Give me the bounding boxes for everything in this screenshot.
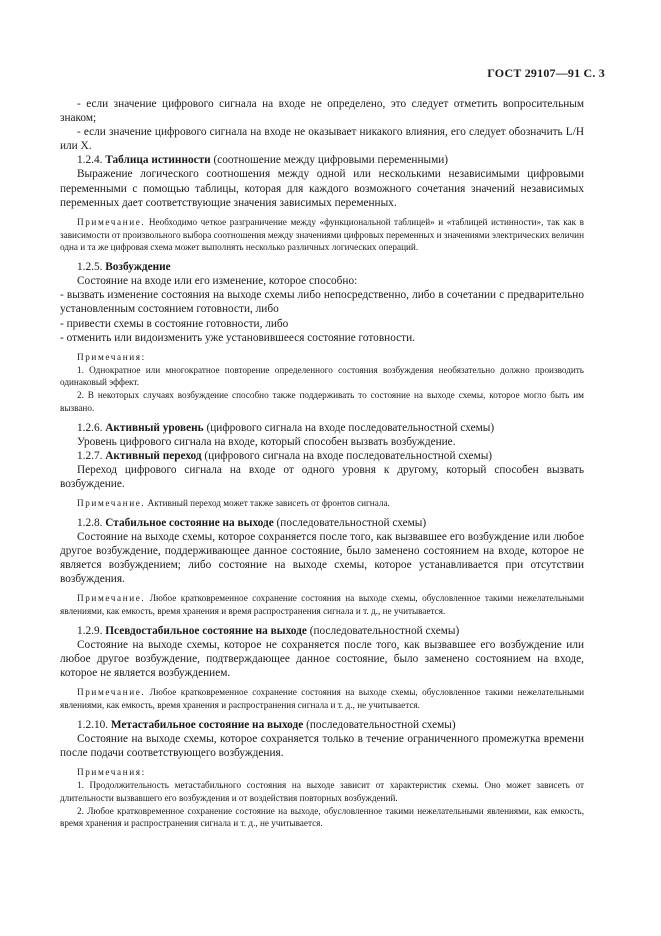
note-truth-table [60, 216, 584, 254]
section-term: Метастабильное состояние на выходе [110, 718, 304, 731]
section-term: Активный переход [105, 449, 202, 462]
section-number: 1.2.6. [77, 421, 103, 434]
section-1-2-6-text: Уровень цифрового сигнала на входе, который способен вызвать возбуждение. [77, 435, 456, 448]
section-1-2-6-heading [60, 421, 584, 435]
section-1-2-4-heading [60, 153, 584, 167]
section-1-2-9-heading [60, 624, 584, 638]
section-qualifier: (цифрового сигнала на входе последовательностной схемы) [204, 449, 493, 462]
section-term: Стабильное состояние на выходе [105, 516, 274, 529]
note-stable-state [60, 592, 584, 618]
section-number: 1.2.10. [77, 718, 109, 731]
note-label: Примечание. [77, 216, 146, 227]
note-label: Примечание. [77, 687, 146, 698]
note-text: Любое кратковременное сохранение состояния на выходе схемы, обусловленное такими нежелательными явлениями, как емкость, время хранения и время распространения сигнала и т. д., не учитывается. [60, 593, 585, 617]
note-item: 1. Продолжительность метастабильного состояния на выходе зависит от характеристик схемы. Оно может зависеть от длительности вызвавшего его возбуждения и от воздействия повторных возбуждений. [60, 780, 584, 803]
note-item: 2. Любое кратковременное сохранение состояние на выходе, обусловленное такими нежелательными явлениями, как емкость, время хранения и распространения сигнала и т. д., не учитывается. [60, 805, 584, 829]
section-qualifier: (цифрового сигнала на входе последовательностной схемы) [206, 421, 495, 434]
notes-label: Примечания: [77, 767, 146, 778]
section-1-2-10-text: Состояние на выходе схемы, которое сохраняется только в течение ограниченного промежутка времени после подачи соответствующего возбуждения. [60, 733, 584, 760]
section-1-2-9-text: Состояние на выходе схемы, которое не сохраняется после того, как вызвавшее его возбуждение или любое другое возбуждение, подтверждающее данное состояние, было заменено состоянием на входе, которое не является возбуждением. [60, 639, 584, 680]
section-term: Активный уровень [105, 421, 204, 434]
note-text: Необходимо четкое разграничение между «функциональной таблицей» и «таблицей истинности», так как в зависимости от произвольного выбора соотношения между значениями цифровых переменных и значениями электрических величин одна и та же цифровая схема может выполнять несколько различных логических операций. [60, 216, 584, 253]
note-active-transition [60, 497, 584, 510]
section-term: Псевдостабильное состояние на выходе [105, 625, 307, 638]
section-1-2-8-text: Состояние на выходе схемы, которое сохраняется после того, как вызвавшее его возбуждение или любое другое возбуждение, поддерживающее данное состояние, было заменено состоянием на входе, которое не является возбуждением; либо состояние на выходе схемы, которое устанавливается при отсутствии возбуждения. [60, 531, 584, 586]
section-number: 1.2.7. [77, 449, 103, 462]
section-1-2-8-heading [60, 516, 584, 530]
section-qualifier: (последовательностной схемы) [309, 625, 460, 638]
section-1-2-5-text: Состояние на входе или его изменение, которое способно: [77, 275, 358, 288]
section-number: 1.2.4. [77, 154, 103, 167]
section-qualifier: (соотношение между цифровыми переменными) [213, 154, 449, 167]
note-pseudostable-state [60, 686, 584, 712]
note-item: 1. Однократное или многократное повторение определенного состояния возбуждения необязательно должно производить одинаковый эффект. [60, 364, 584, 388]
section-1-2-5-heading [60, 260, 584, 274]
section-qualifier: (последовательностной схемы) [276, 516, 427, 529]
note-label: Примечание. [77, 593, 146, 604]
list-item: - вызвать изменение состояния на выходе схемы либо непосредственно, либо в сочетании с предварительно установленным состоянием готовности, либо [60, 289, 584, 316]
section-1-2-10-heading [60, 718, 584, 732]
list-item: - привести схемы в состояние готовности, либо [60, 317, 289, 330]
section-term: Возбуждение [105, 261, 171, 274]
section-number: 1.2.8. [77, 516, 103, 529]
note-item: 2. В некоторых случаях возбуждение способно также поддерживать то состояние на выходе схемы, которое могло быть им вызвано. [60, 390, 584, 413]
page-content [60, 97, 584, 830]
list-item: - отменить или видоизменить уже установившееся состояние готовности. [60, 331, 415, 344]
paragraph-undefined-value: - если значение цифрового сигнала на входе не определено, это следует отметить вопросительным знаком; [60, 98, 584, 125]
paragraph-no-influence: - если значение цифрового сигнала на входе не оказывает никакого влияния, его следует обозначить L/H или X. [60, 126, 584, 153]
section-1-2-7-text: Переход цифрового сигнала на входе от одного уровня к другому, который способен вызвать возбуждение. [60, 463, 584, 491]
notes-label: Примечания: [77, 351, 146, 362]
page-header: ГОСТ 29107—91 С. 3 [487, 66, 605, 80]
note-text: Активный переход может также зависеть от фронтов сигнала. [147, 498, 390, 509]
section-term: Таблица истинности [105, 154, 211, 167]
section-1-2-7-heading [60, 449, 584, 463]
section-1-2-4-text: Выражение логического соотношения между одной или несколькими независимыми цифровыми переменными с помощью таблицы, которая для каждого возможного сочетания значений независимых переменных дает соответствующие значения зависимых переменных. [60, 168, 584, 209]
section-qualifier: (последовательностной схемы) [306, 718, 456, 731]
section-number: 1.2.9. [77, 625, 103, 638]
note-label: Примечание. [77, 498, 146, 509]
note-text: Любое кратковременное сохранение состояния на выходе схемы, обусловленное такими нежелательными явлениями, как емкость, время хранения и распространения сигнала и т. д., не учитывается. [60, 687, 585, 711]
section-number: 1.2.5. [77, 261, 103, 274]
